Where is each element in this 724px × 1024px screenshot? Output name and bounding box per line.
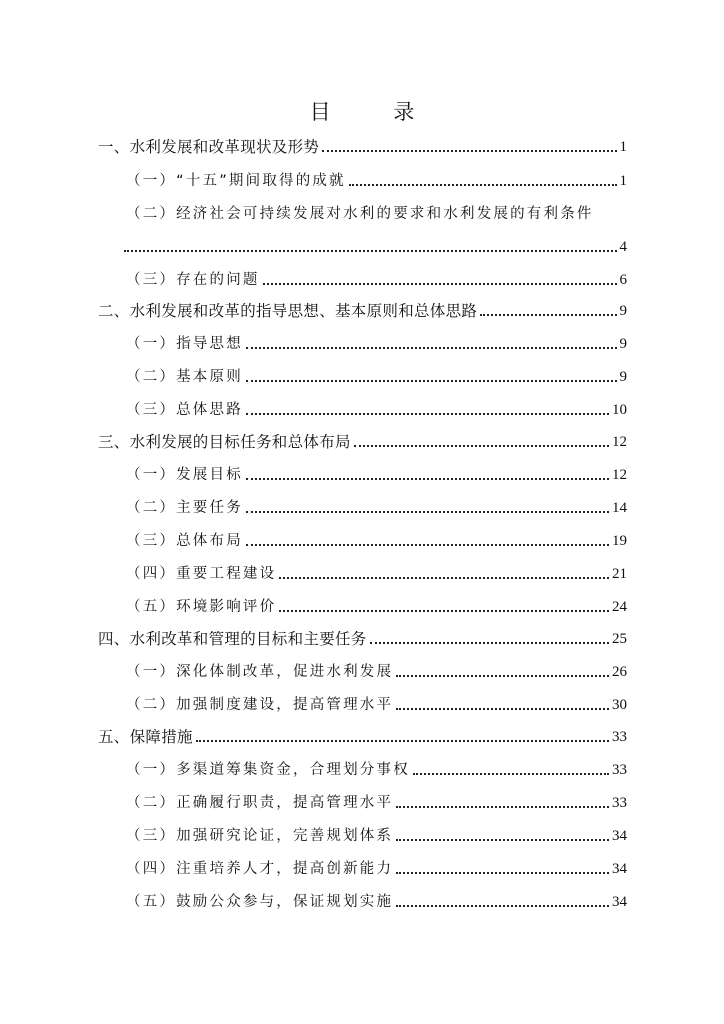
toc-entry[interactable] — [0, 755, 724, 781]
toc-entry-page: 21 — [612, 566, 627, 582]
toc-entry-label: （一）发展目标 — [126, 467, 243, 483]
toc-entry-page: 34 — [612, 861, 627, 877]
toc-leader-dots — [246, 347, 617, 349]
toc-leader-dots — [396, 806, 609, 808]
toc-entry[interactable] — [0, 329, 724, 355]
toc-leader-dots — [480, 314, 616, 316]
toc-entry[interactable] — [0, 460, 724, 486]
toc-entry-line-1 — [0, 199, 724, 225]
toc-entry-label: （一）“十五”期间取得的成就 — [126, 173, 346, 189]
toc-entry-label: （四）注重培养人才，提高创新能力 — [126, 861, 394, 877]
toc-leader-dots — [396, 708, 609, 710]
toc-entry-label: 五、保障措施 — [98, 728, 193, 746]
toc-entry[interactable] — [0, 296, 724, 322]
toc-entry[interactable] — [0, 493, 724, 519]
toc-entry-label: 一、水利发展和改革现状及形势 — [98, 138, 320, 156]
toc-entry-page: 1 — [619, 173, 627, 189]
toc-entry-label: 三、水利发展的目标任务和总体布局 — [98, 433, 351, 451]
toc-entry-page: 12 — [612, 467, 627, 483]
toc-entry-label: （三）总体布局 — [126, 533, 243, 549]
toc-entry[interactable] — [0, 132, 724, 158]
toc-entry-page: 30 — [612, 697, 627, 713]
toc-leader-dots — [246, 544, 609, 546]
toc-leader-dots — [354, 445, 609, 447]
toc-entry-page: 4 — [619, 239, 627, 255]
toc-leader-dots — [246, 380, 617, 382]
toc-leader-dots — [196, 740, 609, 742]
toc-entry-line-2 — [0, 232, 724, 258]
toc-leader-dots — [396, 675, 609, 677]
toc-entry-page: 6 — [619, 272, 627, 288]
toc-leader-dots — [279, 577, 609, 579]
toc-entry-page: 9 — [619, 336, 627, 352]
toc-entry[interactable] — [0, 427, 724, 453]
toc-entry-page: 9 — [619, 303, 627, 319]
toc-entry-page: 33 — [612, 762, 627, 778]
toc-entry-label: （二）正确履行职责，提高管理水平 — [126, 795, 394, 811]
toc-entry[interactable] — [0, 265, 724, 291]
toc-leader-dots — [396, 872, 609, 874]
toc-entry-page: 12 — [612, 434, 627, 450]
toc-entry[interactable] — [0, 362, 724, 388]
toc-entry-page: 26 — [612, 664, 627, 680]
toc-entry-page: 33 — [612, 729, 627, 745]
toc-entry-page: 25 — [612, 631, 627, 647]
toc-entry-page: 14 — [612, 500, 627, 516]
toc-entry-label: （二）基本原则 — [126, 369, 243, 385]
toc-entry[interactable] — [0, 657, 724, 683]
toc-entry-page: 34 — [612, 828, 627, 844]
toc-entry-page: 10 — [612, 402, 627, 418]
toc-entry[interactable] — [0, 624, 724, 650]
toc-leader-dots — [322, 150, 616, 152]
toc-title: 目 录 — [309, 100, 443, 124]
toc-leader-dots — [246, 511, 609, 513]
toc-entry[interactable] — [0, 788, 724, 814]
toc-entry-page: 33 — [612, 795, 627, 811]
toc-entry-label: （二）经济社会可持续发展对水利的要求和水利发展的有利条件 — [126, 206, 594, 222]
toc-entry[interactable] — [0, 821, 724, 847]
toc-entry[interactable] — [0, 887, 724, 913]
toc-leader-dots — [396, 905, 609, 907]
toc-entry-page: 1 — [619, 139, 627, 155]
toc-leader-dots — [413, 773, 609, 775]
toc-entry[interactable] — [0, 722, 724, 748]
toc-leader-dots — [263, 283, 617, 285]
toc-entry-label: （二）主要任务 — [126, 500, 243, 516]
toc-entry-label: （三）存在的问题 — [126, 272, 260, 288]
toc-entry-label: （三）总体思路 — [126, 402, 243, 418]
toc-leader-dots — [246, 413, 609, 415]
toc-leader-dots — [279, 610, 609, 612]
toc-leader-dots — [349, 184, 617, 186]
toc-entry-label: （一）多渠道筹集资金，合理划分事权 — [126, 762, 410, 778]
toc-entry-label: （五）环境影响评价 — [126, 599, 277, 615]
toc-entry[interactable] — [0, 854, 724, 880]
toc-entry-page: 19 — [612, 533, 627, 549]
toc-entry-page: 24 — [612, 599, 627, 615]
toc-leader-dots — [124, 250, 617, 252]
toc-leader-dots — [370, 642, 609, 644]
toc-entry-label: （五）鼓励公众参与，保证规划实施 — [126, 894, 394, 910]
toc-entry[interactable] — [0, 592, 724, 618]
toc-entry-page: 9 — [619, 369, 627, 385]
toc-entry-label: （二）加强制度建设，提高管理水平 — [126, 697, 394, 713]
toc-entry[interactable] — [0, 526, 724, 552]
toc-entry-label: （三）加强研究论证，完善规划体系 — [126, 828, 394, 844]
toc-entry-label: （一）深化体制改革，促进水利发展 — [126, 664, 394, 680]
toc-entry-page: 34 — [612, 894, 627, 910]
toc-entry[interactable] — [0, 395, 724, 421]
toc-entry[interactable] — [0, 559, 724, 585]
toc-entry-label: 四、水利改革和管理的目标和主要任务 — [98, 630, 367, 648]
toc-entry[interactable] — [0, 166, 724, 192]
toc-entry-label: （一）指导思想 — [126, 336, 243, 352]
toc-entry[interactable] — [0, 690, 724, 716]
toc-leader-dots — [396, 839, 609, 841]
toc-entry-label: （四）重要工程建设 — [126, 566, 277, 582]
toc-leader-dots — [246, 478, 609, 480]
toc-entry-label: 二、水利发展和改革的指导思想、基本原则和总体思路 — [98, 302, 478, 320]
